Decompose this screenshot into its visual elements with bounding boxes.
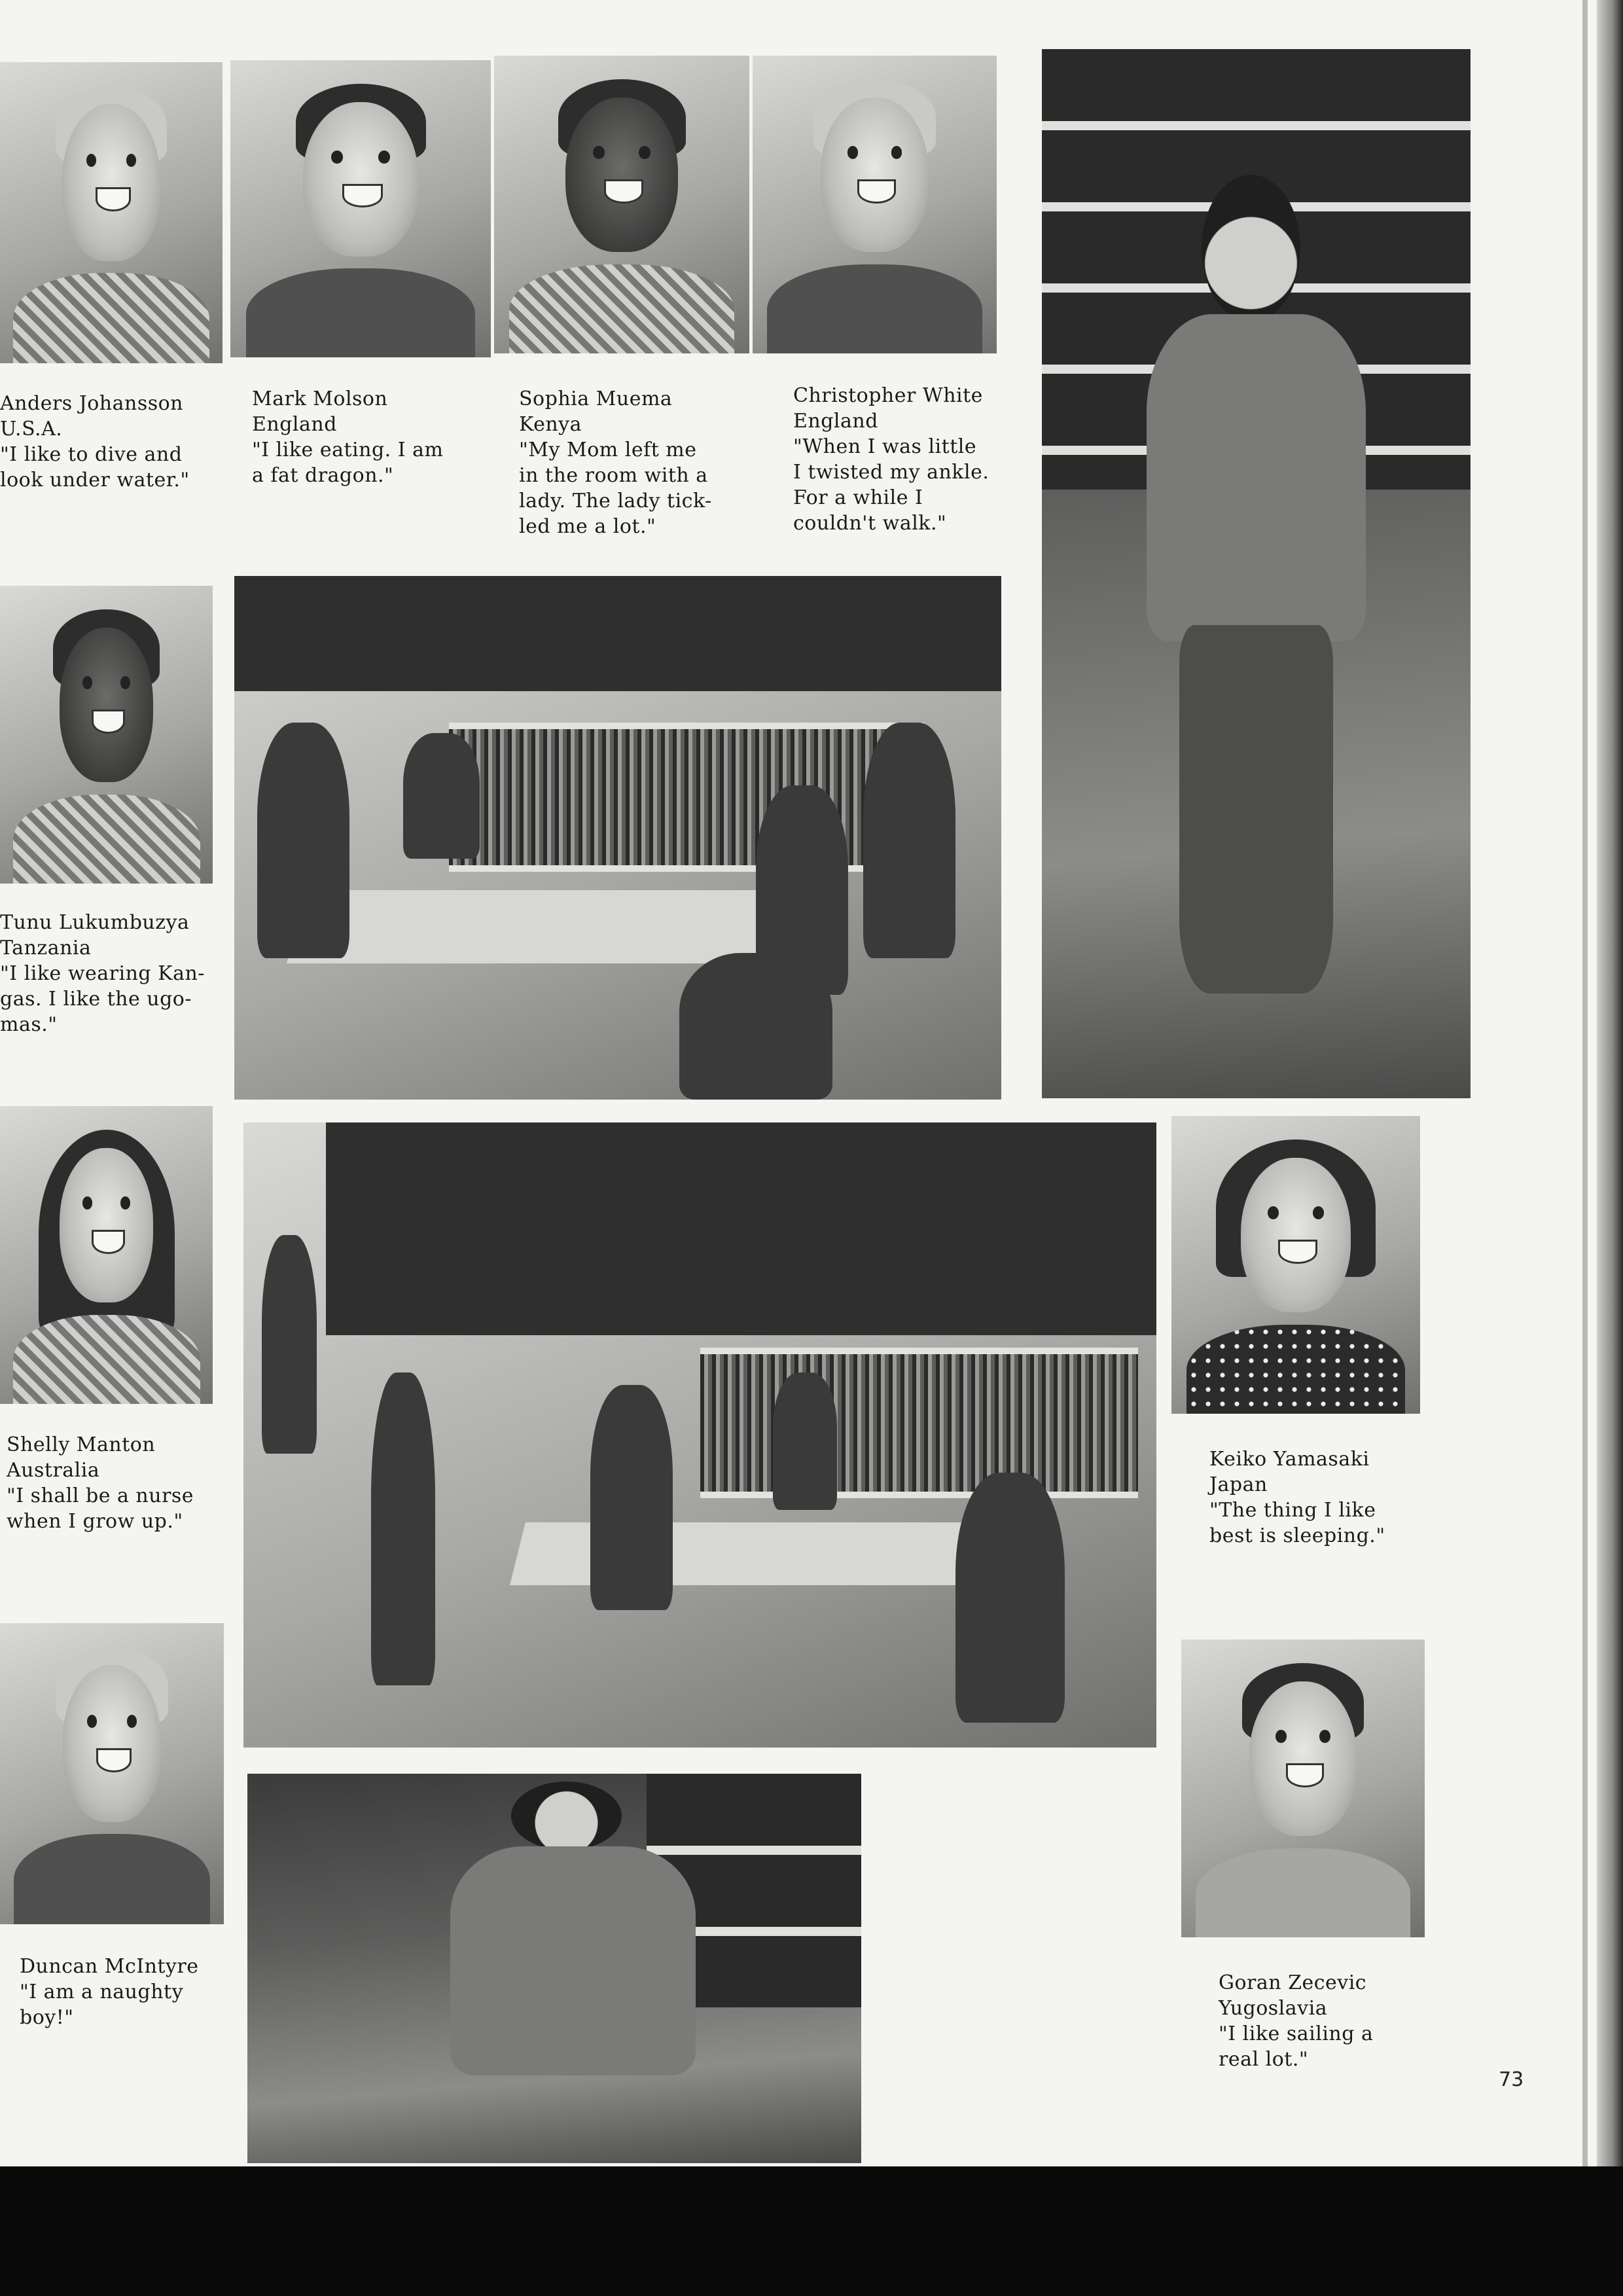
portrait-anders-johansson <box>0 62 223 363</box>
portrait-mark-molson <box>230 60 491 357</box>
portrait-keiko-yamasaki <box>1171 1116 1420 1414</box>
page-edge <box>1582 0 1588 2166</box>
portrait-christopher-white <box>753 56 997 353</box>
caption-sophia-muema: Sophia Muema Kenya "My Mom left me in the room with a lady. The lady tick- led me a lot." <box>519 387 712 538</box>
caption-christopher-white: Christopher White England "When I was little I twisted my ankle. For a while I couldn't walk." <box>793 384 990 535</box>
photo-classroom-children-at-table <box>234 576 1001 1100</box>
caption-shelly-manton: Shelly Manton Australia "I shall be a nurse when I grow up." <box>7 1433 194 1533</box>
caption-mark-molson: Mark Molson England "I like eating. I am a fat dragon." <box>252 387 444 487</box>
portrait-tunu-lukumbuzya <box>0 586 213 884</box>
caption-goran-zecevic: Goran Zecevic Yugoslavia "I like sailing a real lot." <box>1219 1971 1374 2071</box>
caption-duncan-mcintyre: Duncan McIntyre "I am a naughty boy!" <box>20 1955 199 2029</box>
photo-teacher-reading-closeup <box>247 1774 861 2163</box>
portrait-sophia-muema <box>494 56 749 353</box>
caption-tunu-lukumbuzya: Tunu Lukumbuzya Tanzania "I like wearing Kan- gas. I like the ugo- mas." <box>0 911 205 1036</box>
portrait-goran-zecevic <box>1181 1640 1425 1937</box>
page-number: 73 <box>1499 2068 1524 2091</box>
portrait-duncan-mcintyre <box>0 1623 224 1924</box>
portrait-shelly-manton <box>0 1106 213 1404</box>
photo-teacher-reading-seated <box>1042 49 1471 1098</box>
caption-keiko-yamasaki: Keiko Yamasaki Japan "The thing I like best is sleeping." <box>1209 1448 1385 1547</box>
caption-anders-johansson: Anders Johansson U.S.A. "I like to dive and look under water." <box>0 392 190 492</box>
photo-classroom-wide-view <box>243 1122 1156 1748</box>
book-spine-shadow <box>1597 0 1623 2166</box>
